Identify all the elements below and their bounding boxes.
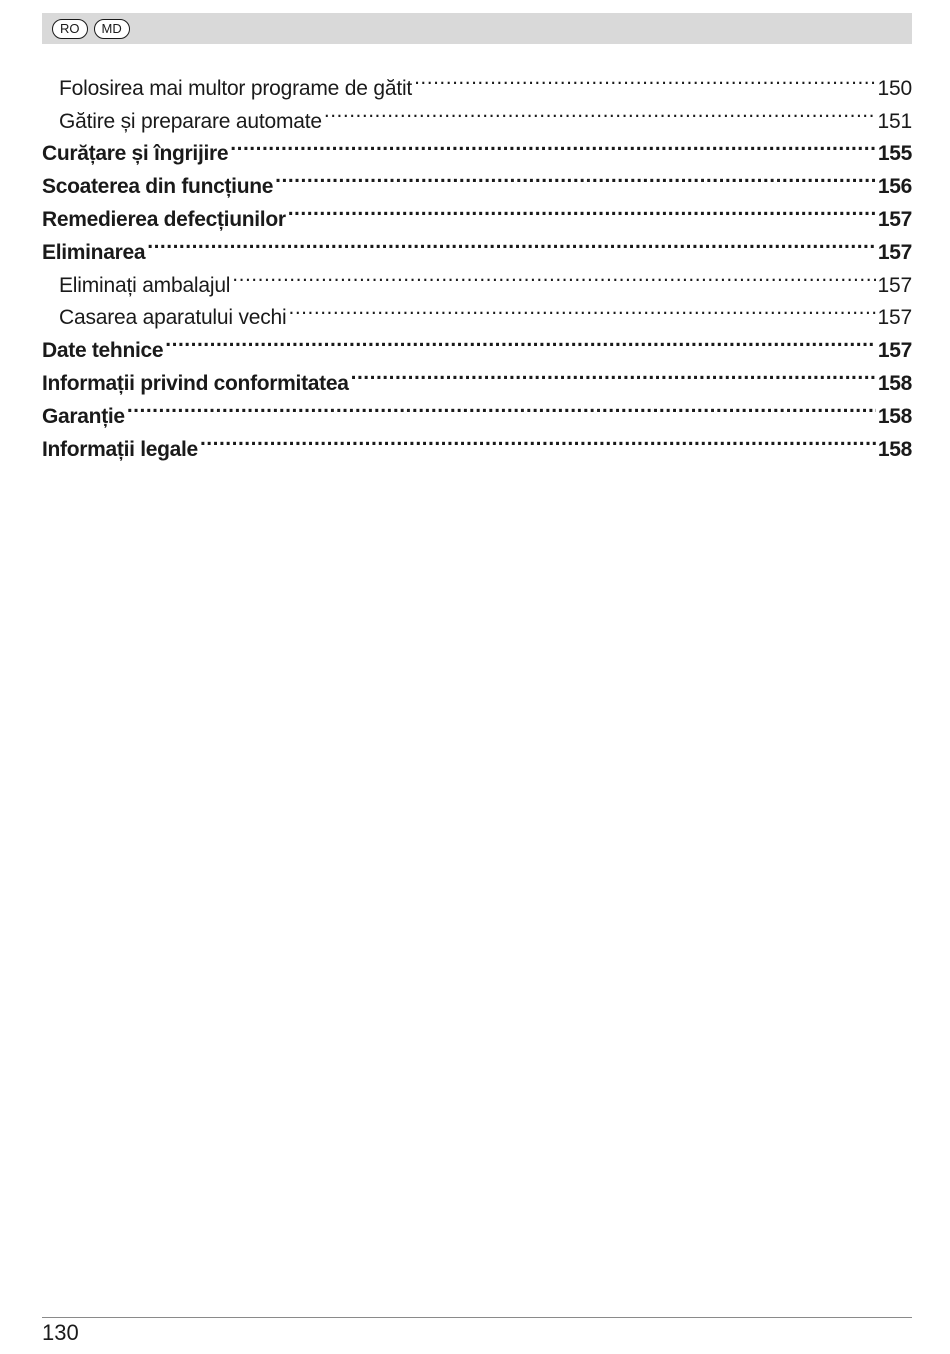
toc-entry-title: Curățare și îngrijire <box>42 142 229 166</box>
toc-entry-title: Remedierea defecțiunilor <box>42 207 286 231</box>
toc-entry-page: 157 <box>877 273 912 297</box>
toc-dot-leader <box>324 95 876 128</box>
toc-entry-title: Folosirea mai multor programe de gătit <box>59 76 413 100</box>
toc-entry[interactable] <box>42 423 912 461</box>
toc-dot-leader <box>288 193 876 226</box>
language-badges <box>52 19 130 39</box>
language-badge-ro: RO <box>52 19 88 39</box>
toc-entry-page: 151 <box>877 109 912 133</box>
toc-entry-title: Date tehnice <box>42 339 164 363</box>
toc-entry[interactable] <box>42 324 912 363</box>
toc-dot-leader <box>200 423 876 456</box>
toc-dot-leader <box>275 160 876 193</box>
toc-entry-title: Informații legale <box>42 437 198 461</box>
toc-dot-leader <box>232 259 875 292</box>
toc-entry-page: 150 <box>877 76 912 100</box>
toc-entry-title: Informații privind conformitatea <box>42 371 349 395</box>
toc-entry[interactable] <box>42 62 912 100</box>
toc-entry-title: Casarea aparatului vechi <box>59 306 287 330</box>
table-of-contents <box>42 62 912 461</box>
toc-entry-page: 157 <box>877 306 912 330</box>
toc-entry-title: Gătire și preparare automate <box>59 109 322 133</box>
toc-entry-title: Garanție <box>42 404 125 428</box>
toc-entry[interactable] <box>42 390 912 428</box>
toc-dot-leader <box>289 292 876 325</box>
toc-entry-page: 157 <box>877 339 912 363</box>
toc-entry-title: Scoaterea din funcțiune <box>42 175 274 199</box>
toc-dot-leader <box>127 390 876 423</box>
toc-entry-page: 158 <box>877 404 912 428</box>
header-band <box>42 13 912 44</box>
toc-entry-page: 158 <box>877 371 912 395</box>
toc-entry[interactable] <box>42 259 912 297</box>
toc-dot-leader <box>230 128 876 161</box>
toc-entry-page: 157 <box>877 207 912 231</box>
toc-dot-leader <box>351 357 876 390</box>
toc-entry-title: Eliminarea <box>42 240 146 264</box>
toc-entry-page: 155 <box>877 142 912 166</box>
toc-entry-page: 158 <box>877 437 912 461</box>
toc-entry-page: 157 <box>877 240 912 264</box>
language-badge-md: MD <box>94 19 130 39</box>
toc-entry[interactable] <box>42 226 912 264</box>
toc-dot-leader <box>147 226 876 259</box>
toc-entry-title: Eliminați ambalajul <box>59 273 231 297</box>
toc-entry-page: 156 <box>877 175 912 199</box>
toc-entry[interactable] <box>42 357 912 395</box>
footer-divider <box>42 1317 912 1318</box>
page-number: 130 <box>42 1320 79 1345</box>
toc-dot-leader <box>165 324 876 357</box>
toc-dot-leader <box>414 62 875 95</box>
